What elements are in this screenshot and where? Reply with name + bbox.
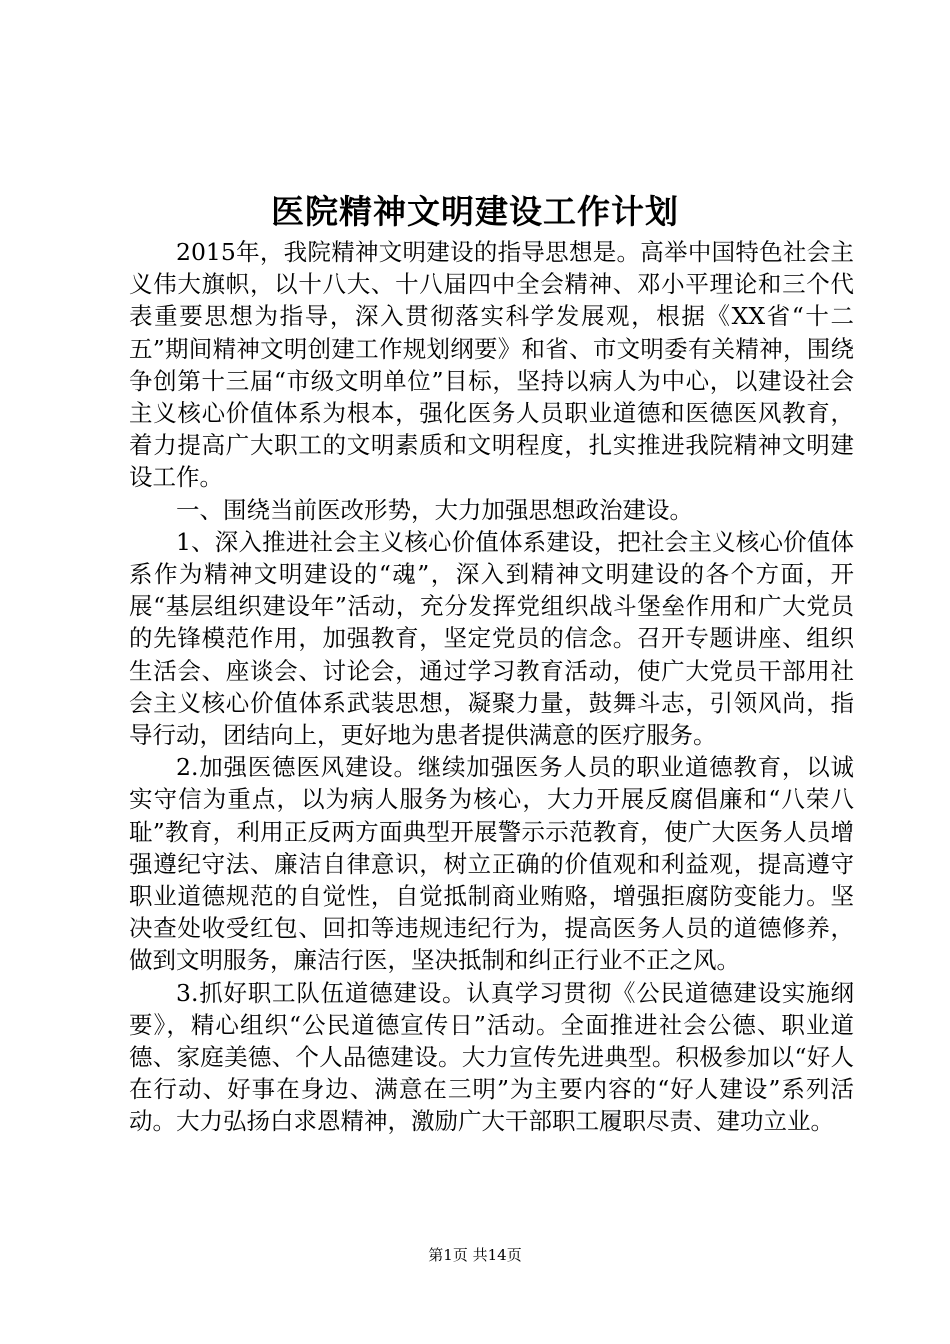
paragraph-medical-ethics: 2.加强医德医风建设。继续加强医务人员的职业道德教育，以诚实守信为重点，以为病人服务为核心，大力开展反腐倡廉和“八荣八耻”教育，利用正反两方面典型开展警示示范教育，使广大医务人员增强遵纪守法、廉洁自律意识，树立正确的价值观和利益观，提高遵守职业道德规范的自觉性，自觉抵制商业贿赂，增强拒腐防变能力。坚决查处收受红包、回扣等违规违纪行为，提高医务人员的道德修养，做到文明服务，廉洁行医，坚决抵制和纠正行业不正之风。 [129,753,854,975]
paragraph-guiding-thought: 2015年，我院精神文明建设的指导思想是。高举中国特色社会主义伟大旗帜，以十八大、十八届四中全会精神、邓小平理论和三个代表重要思想为指导，深入贯彻落实科学发展观，根据《XX省“十二五”期间精神文明创建工作规划纲要》和省、市文明委有关精神，围绕争创第十三届“市级文明单位”目标，坚持以病人为中心，以建设社会主义核心价值体系为根本，强化医务人员职业道德和医德医风教育，着力提高广大职工的文明素质和文明程度，扎实推进我院精神文明建设工作。 [129,238,854,492]
document-title: 医院精神文明建设工作计划 [271,192,679,231]
section-heading-ideology: 一、围绕当前医改形势，大力加强思想政治建设。 [176,495,693,524]
document-body [129,236,854,1138]
paragraph-core-values: 1、深入推进社会主义核心价值体系建设，把社会主义核心价值体系作为精神文明建设的“魂”，深入到精神文明建设的各个方面，开展“基层组织建设年”活动，充分发挥党组织战斗堡垒作用和广大党员的先锋模范作用，加强教育，坚定党员的信念。召开专题讲座、组织生活会、座谈会、讨论会，通过学习教育活动，使广大党员干部用社会主义核心价值体系武装思想，凝聚力量，鼓舞斗志，引领风尚，指导行动，团结向上，更好地为患者提供满意的医疗服务。 [129,527,854,750]
paragraph-staff-morality: 3.抓好职工队伍道德建设。认真学习贯彻《公民道德建设实施纲要》，精心组织“公民道德宣传日”活动。全面推进社会公德、职业道德、家庭美德、个人品德建设。大力宣传先进典型。积极参加以“好人在行动、好事在身边、满意在三明”为主要内容的“好人建设”系列活动。大力弘扬白求恩精神，激励广大干部职工履职尽责、建功立业。 [129,978,854,1136]
page-footer: 第1页 共14页 [428,1246,522,1264]
